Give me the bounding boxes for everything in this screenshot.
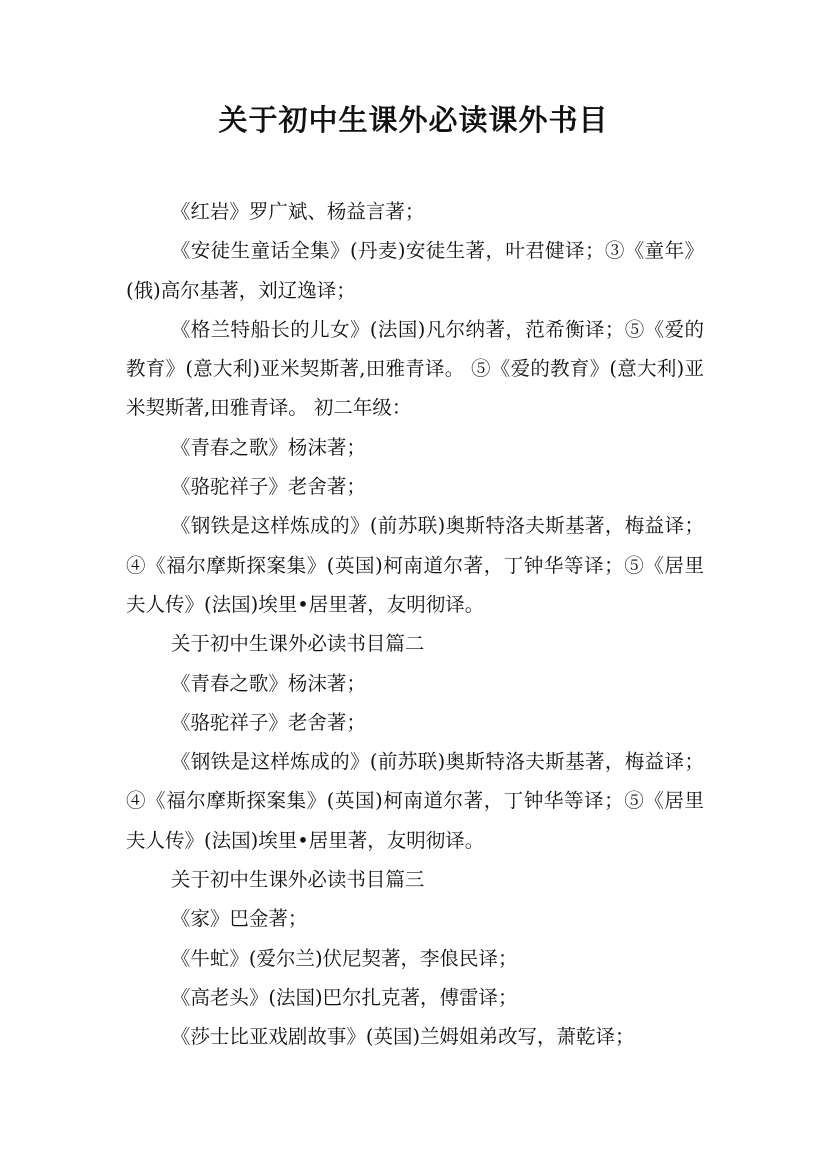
paragraph: 《钢铁是这样炼成的》(前苏联)奥斯特洛夫斯基著，梅益译；④《福尔摩斯探案集》(英国)柯南道尔著，丁钟华等译；⑤《居里夫人传》(法国)埃里•居里著，友明彻译。: [126, 514, 704, 616]
paragraph: 《牛虻》(爱尔兰)伏尼契著，李俍民译；: [170, 946, 518, 970]
paragraph: 《安徒生童话全集》(丹麦)安徒生著，叶君健译；③《童年》(俄)高尔基著，刘辽逸译；: [126, 239, 704, 302]
section-heading: 关于初中生课外必读书目篇三: [170, 868, 425, 892]
paragraph: 《青春之歌》杨沫著；: [170, 435, 366, 459]
paragraph: 《家》巴金著；: [170, 907, 308, 931]
paragraph: 《钢铁是这样炼成的》(前苏联)奥斯特洛夫斯基著，梅益译；④《福尔摩斯探案集》(英国)柯南道尔著，丁钟华等译；⑤《居里夫人传》(法国)埃里•居里著，友明彻译。: [126, 750, 704, 852]
paragraph: 《骆驼祥子》老舍著；: [170, 710, 366, 734]
page-title: 关于初中生课外必读课外书目: [218, 103, 609, 137]
paragraph: 《红岩》罗广斌、杨益言著；: [170, 200, 425, 223]
paragraph: 《骆驼祥子》老舍著；: [170, 475, 366, 499]
paragraph: 《高老头》(法国)巴尔扎克著，傅雷译；: [170, 985, 518, 1009]
paragraph: 《格兰特船长的儿女》(法国)凡尔纳著，范希衡译；⑤《爱的教育》(意大利)亚米契斯著,田雅青译。 ⑤《爱的教育》(意大利)亚米契斯著,田雅青译。 初二年级：: [126, 317, 704, 420]
paragraph: 《青春之歌》杨沫著；: [170, 671, 366, 695]
section-heading: 关于初中生课外必读书目篇二: [170, 632, 425, 656]
paragraph: 《莎士比亚戏剧故事》(英国)兰姆姐弟改写，萧乾译；: [170, 1025, 635, 1049]
document-body: [126, 192, 704, 1057]
